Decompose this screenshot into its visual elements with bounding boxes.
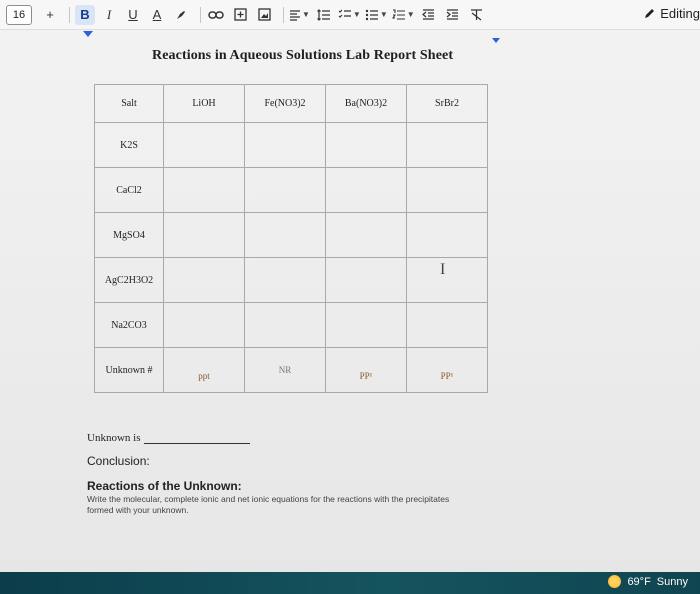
result-note: ppt	[198, 370, 210, 381]
result-note: NR	[278, 364, 292, 375]
table-cell[interactable]	[407, 348, 488, 393]
table-cell[interactable]	[326, 258, 407, 303]
increase-indent-button[interactable]	[443, 5, 463, 25]
editing-label: Editing	[660, 6, 700, 21]
instructions-text: Write the molecular, complete ionic and net ionic equations for the reactions with the precipitates formed with your unknown.	[87, 494, 450, 515]
salt-cell: K2S	[95, 123, 164, 168]
table-cell[interactable]	[407, 168, 488, 213]
checklist-button[interactable]	[338, 5, 361, 25]
conclusion-label: Conclusion:	[87, 454, 150, 468]
dropdown-caret-icon[interactable]	[492, 38, 500, 43]
table-cell[interactable]	[326, 123, 407, 168]
bold-button[interactable]: B	[75, 5, 95, 25]
table-header-row	[95, 85, 488, 123]
toolbar-divider	[283, 7, 284, 23]
table-cell[interactable]	[407, 258, 488, 303]
table-row	[95, 258, 488, 303]
align-icon	[289, 9, 301, 21]
result-note: PP¹	[359, 370, 373, 381]
bullet-list-button[interactable]	[365, 5, 388, 25]
salt-cell: MgSO4	[95, 213, 164, 258]
decrease-indent-button[interactable]	[419, 5, 439, 25]
chevron-down-icon: ▼	[302, 10, 310, 19]
table-cell[interactable]	[164, 168, 245, 213]
table-header-cell: Fe(NO3)2	[245, 85, 326, 123]
results-table	[94, 84, 488, 393]
toolbar-divider	[69, 7, 70, 23]
link-icon	[208, 10, 224, 20]
weather-widget[interactable]	[608, 575, 688, 588]
table-header-cell: Ba(NO3)2	[326, 85, 407, 123]
salt-cell: Na2CO3	[95, 303, 164, 348]
table-cell[interactable]	[164, 258, 245, 303]
table-cell[interactable]	[245, 168, 326, 213]
table-cell[interactable]	[407, 213, 488, 258]
italic-button[interactable]: I	[106, 6, 112, 22]
bullet-list-icon	[365, 9, 379, 21]
formatting-toolbar	[0, 0, 700, 30]
table-cell[interactable]	[245, 348, 326, 393]
chevron-down-icon: ▼	[352, 10, 361, 19]
highlight-icon	[175, 9, 187, 21]
table-cell[interactable]	[326, 303, 407, 348]
dropdown-caret-icon[interactable]	[83, 31, 93, 37]
table-cell[interactable]	[164, 303, 245, 348]
result-note: PP¹	[440, 370, 454, 381]
table-cell[interactable]	[245, 303, 326, 348]
weather-temp: 69°F	[627, 575, 651, 588]
table-row	[95, 123, 488, 168]
taskbar	[0, 572, 700, 594]
table-cell[interactable]	[164, 213, 245, 258]
list-icon	[338, 9, 352, 21]
table-cell[interactable]	[326, 213, 407, 258]
table-cell[interactable]	[164, 348, 245, 393]
font-size-field[interactable]: 16	[6, 5, 32, 25]
add-button[interactable]: +	[46, 7, 54, 22]
table-cell[interactable]	[245, 258, 326, 303]
pencil-icon	[644, 8, 655, 19]
insert-icon	[234, 8, 247, 21]
table-header-cell: LiOH	[164, 85, 245, 123]
salt-cell: Unknown #	[95, 348, 164, 393]
text-color-button[interactable]: A	[152, 7, 162, 22]
table-cell[interactable]	[326, 348, 407, 393]
editing-mode-indicator[interactable]	[644, 6, 700, 21]
clear-formatting-button[interactable]	[467, 5, 487, 25]
image-button[interactable]	[254, 5, 274, 25]
salt-cell: AgC2H3O2	[95, 258, 164, 303]
unknown-identification	[87, 432, 250, 444]
insert-button[interactable]	[230, 5, 250, 25]
sun-icon	[608, 575, 621, 588]
image-icon	[258, 8, 271, 21]
clear-formatting-icon	[470, 9, 483, 21]
link-button[interactable]	[206, 5, 226, 25]
table-cell[interactable]	[407, 303, 488, 348]
table-header-cell: SrBr2	[407, 85, 488, 123]
salt-cell: CaCl2	[95, 168, 164, 213]
toolbar-divider	[200, 7, 201, 23]
line-spacing-button[interactable]	[314, 5, 334, 25]
table-row	[95, 303, 488, 348]
table-row	[95, 168, 488, 213]
table-cell[interactable]	[326, 168, 407, 213]
table-row	[95, 348, 488, 393]
table-cell[interactable]	[245, 213, 326, 258]
highlight-button[interactable]	[171, 5, 191, 25]
decrease-indent-icon	[422, 9, 435, 21]
table-row	[95, 213, 488, 258]
increase-indent-icon	[446, 9, 459, 21]
numbered-list-icon	[392, 9, 406, 21]
unknown-answer-field[interactable]	[144, 433, 250, 444]
chevron-down-icon: ▼	[406, 10, 415, 19]
chevron-down-icon: ▼	[379, 10, 388, 19]
underline-button[interactable]: U	[128, 7, 138, 22]
reactions-heading: Reactions of the Unknown:	[87, 479, 242, 493]
unknown-label: Unknown is	[87, 432, 141, 444]
text-cursor-icon: I	[440, 261, 446, 278]
table-cell[interactable]	[164, 123, 245, 168]
numbered-list-button[interactable]	[392, 5, 415, 25]
weather-condition: Sunny	[656, 575, 688, 588]
line-spacing-icon	[317, 9, 331, 21]
table-cell[interactable]	[245, 123, 326, 168]
align-button[interactable]	[289, 5, 310, 25]
table-cell[interactable]	[407, 123, 488, 168]
table-header-cell: Salt	[95, 85, 164, 123]
document-title: Reactions in Aqueous Solutions Lab Report Sheet	[152, 48, 454, 63]
